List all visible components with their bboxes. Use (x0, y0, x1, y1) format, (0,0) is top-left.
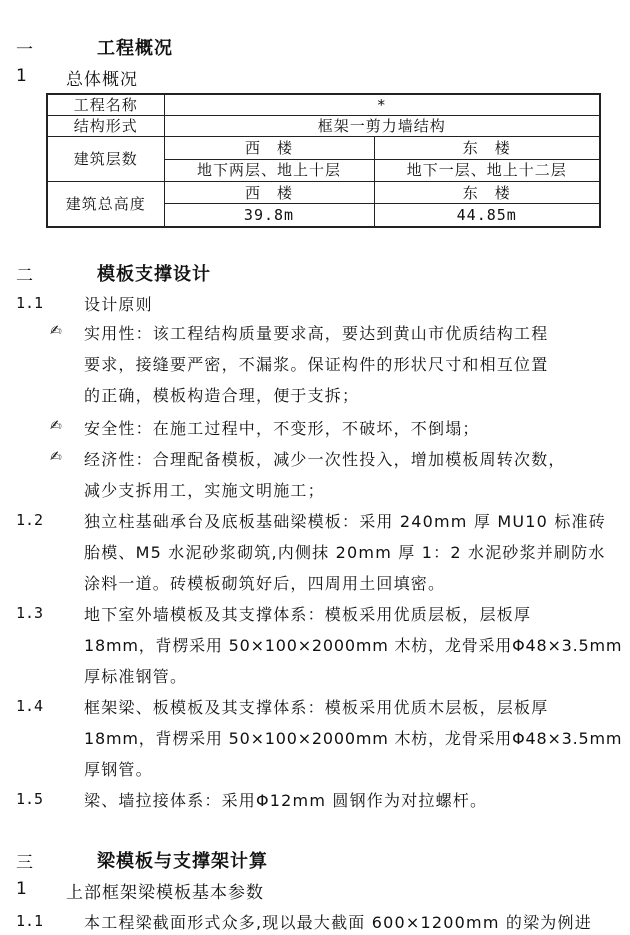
table-floors-east-header: 东 楼 (374, 137, 600, 160)
table-floors-east-value: 地下一层、地上十二层 (374, 159, 600, 182)
table-floors-west-header: 西 楼 (164, 137, 374, 160)
item-3-1-1-number: 1.1 (16, 912, 44, 930)
item-1-4-line-3: 厚钢管。 (84, 760, 153, 779)
item-1-3-line-2: 18mm，背楞采用 50×100×2000mm 木枋，龙骨采用Φ48×3.5mm (84, 636, 623, 655)
item-3-1-1-line-1: 本工程梁截面形式众多,现以最大截面 600×1200mm 的梁为例进 (84, 913, 592, 932)
table-height-east-header: 东 楼 (374, 182, 600, 204)
table-label-height: 建筑总高度 (47, 182, 164, 228)
table-height-east-value: 44.85m (374, 204, 600, 227)
writing-hand-icon: ✍ (50, 418, 62, 434)
table-label-floors: 建筑层数 (47, 137, 164, 182)
item-1-4-line-1: 框架梁、板模板及其支撑体系：模板采用优质木层板，层板厚 (84, 698, 549, 717)
item-1-2-line-2: 胎模、M5 水泥砂浆砌筑,内侧抹 20mm 厚 1：2 水泥砂浆并刷防水 (84, 543, 606, 562)
section-2-number: 二 (16, 266, 33, 286)
bullet-practicality-line-1: 实用性：该工程结构质量要求高，要达到黄山市优质结构工程 (84, 324, 549, 343)
item-1-3-line-1: 地下室外墙模板及其支撑体系：模板采用优质层板，层板厚 (84, 605, 532, 624)
item-1-4-number: 1.4 (16, 697, 44, 715)
writing-hand-icon: ✍ (50, 449, 62, 465)
item-1-1-title: 设计原则 (84, 295, 153, 314)
item-1-5-line-1: 梁、墙拉接体系：采用Φ12mm 圆钢作为对拉螺杆。 (84, 791, 488, 810)
section-2-title: 模板支撑设计 (97, 264, 211, 285)
item-1-2-line-1: 独立柱基础承台及底板基础梁模板：采用 240mm 厚 MU10 标准砖 (84, 512, 606, 531)
section-3-number: 三 (16, 853, 33, 873)
table-height-west-header: 西 楼 (164, 182, 374, 204)
table-value-project-name: * (164, 94, 600, 116)
table-value-structure: 框架一剪力墙结构 (164, 116, 600, 137)
item-1-3-number: 1.3 (16, 604, 44, 622)
section-1-title: 工程概况 (97, 38, 173, 59)
item-1-2-number: 1.2 (16, 511, 44, 529)
item-1-5-number: 1.5 (16, 790, 44, 808)
bullet-safety-line-1: 安全性：在施工过程中，不变形，不破坏，不倒塌； (84, 419, 480, 438)
item-1-3-line-3: 厚标准钢管。 (84, 667, 188, 686)
bullet-economy-line-1: 经济性：合理配备模板，减少一次性投入，增加模板周转次数， (84, 450, 566, 469)
section-3-title: 梁模板与支撑架计算 (97, 851, 268, 872)
table-label-structure: 结构形式 (47, 116, 164, 137)
section-1-number: 一 (16, 40, 33, 60)
subsection-1-number: 1 (16, 66, 28, 86)
subsection-1-title: 总体概况 (66, 70, 138, 90)
project-overview-table (46, 93, 601, 228)
item-1-2-line-3: 涂料一道。砖模板砌筑好后，四周用土回填密。 (84, 574, 446, 593)
subsection-3-1-title: 上部框架梁模板基本参数 (66, 883, 264, 903)
bullet-economy-line-2: 减少支拆用工，实施文明施工； (84, 481, 325, 500)
table-height-west-value: 39.8m (164, 204, 374, 227)
item-1-4-line-2: 18mm，背楞采用 50×100×2000mm 木枋，龙骨采用Φ48×3.5mm (84, 729, 623, 748)
table-label-project-name: 工程名称 (47, 94, 164, 116)
item-1-1-number: 1.1 (16, 294, 44, 312)
bullet-practicality-line-3: 的正确，模板构造合理，便于支拆； (84, 386, 360, 405)
subsection-3-1-number: 1 (16, 879, 28, 899)
table-floors-west-value: 地下两层、地上十层 (164, 159, 374, 182)
writing-hand-icon: ✍ (50, 323, 62, 339)
bullet-practicality-line-2: 要求，接缝要严密，不漏浆。保证构件的形状尺寸和相互位置 (84, 355, 549, 374)
